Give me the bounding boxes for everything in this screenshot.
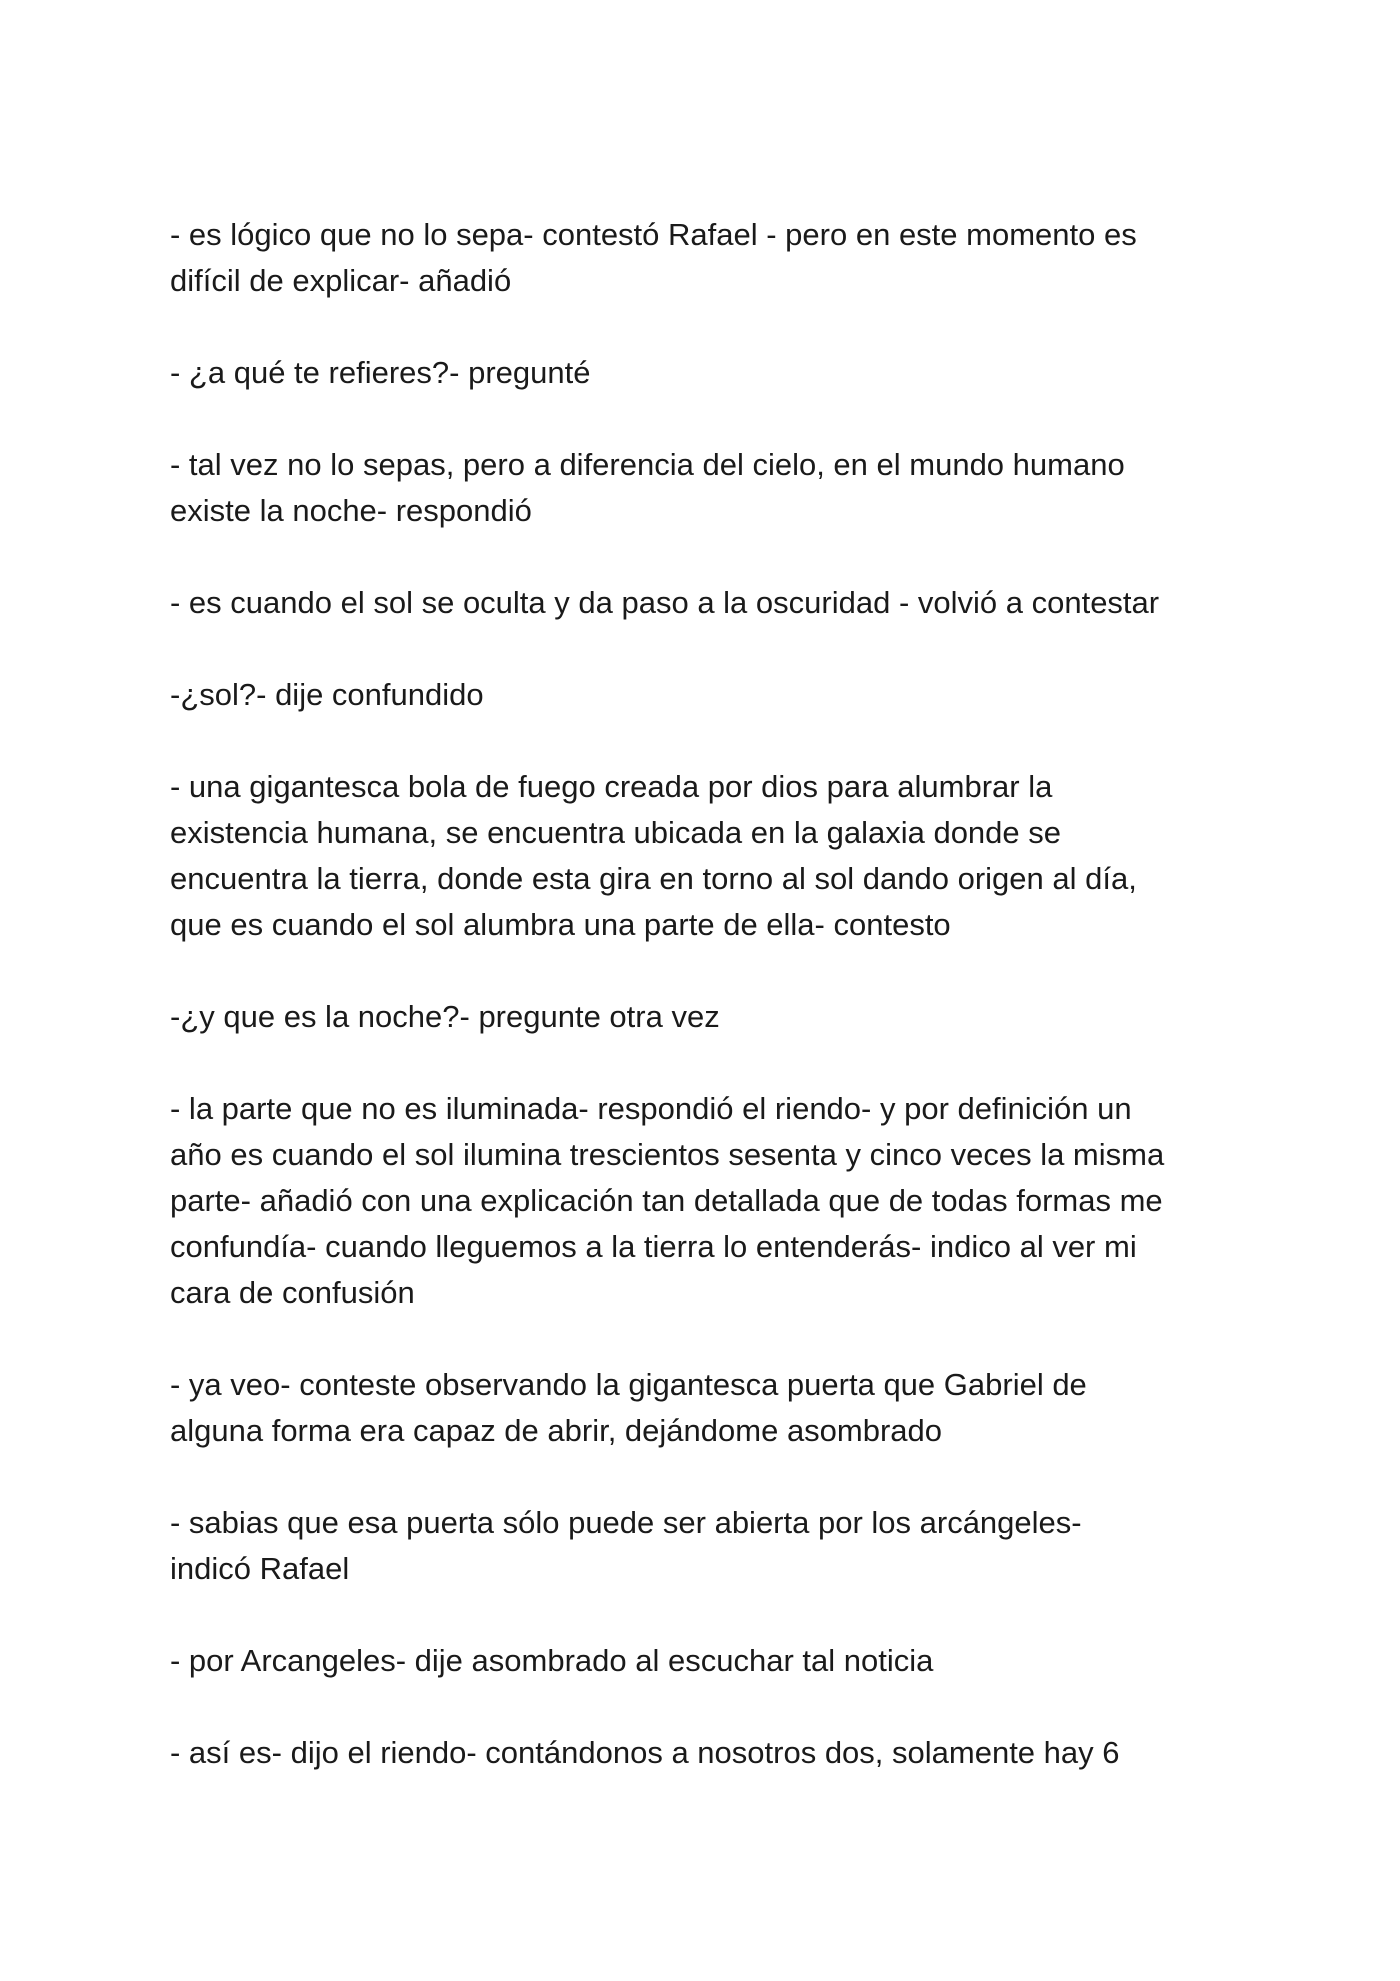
text-line: -¿y que es la noche?- pregunte otra vez [170, 999, 720, 1034]
text-line: que es cuando el sol alumbra una parte de ella- contesto [170, 907, 951, 942]
paragraph-6 [170, 764, 1260, 948]
text-line: cara de confusión [170, 1275, 415, 1310]
text-line: - sabias que esa puerta sólo puede ser abierta por los arcángeles- [170, 1505, 1082, 1540]
paragraph-11 [170, 1638, 1260, 1684]
paragraph-9 [170, 1362, 1260, 1454]
text-line: - ¿a qué te refieres?- pregunté [170, 355, 591, 390]
paragraph-5 [170, 672, 1260, 718]
text-line: parte- añadió con una explicación tan detallada que de todas formas me [170, 1183, 1163, 1218]
paragraph-10 [170, 1500, 1260, 1592]
text-line: existe la noche- respondió [170, 493, 532, 528]
document-body [170, 212, 1260, 1822]
paragraph-8 [170, 1086, 1260, 1316]
text-line: indicó Rafael [170, 1551, 350, 1586]
text-line: existencia humana, se encuentra ubicada en la galaxia donde se [170, 815, 1062, 850]
text-line: alguna forma era capaz de abrir, dejándome asombrado [170, 1413, 943, 1448]
paragraph-1 [170, 212, 1260, 304]
text-line: - por Arcangeles- dije asombrado al escuchar tal noticia [170, 1643, 934, 1678]
text-line: - así es- dijo el riendo- contándonos a nosotros dos, solamente hay 6 [170, 1735, 1120, 1770]
text-line: encuentra la tierra, donde esta gira en torno al sol dando origen al día, [170, 861, 1137, 896]
text-line: - una gigantesca bola de fuego creada por dios para alumbrar la [170, 769, 1053, 804]
text-line: confundía- cuando lleguemos a la tierra lo entenderás- indico al ver mi [170, 1229, 1137, 1264]
text-line: - es lógico que no lo sepa- contestó Rafael - pero en este momento es [170, 217, 1137, 252]
text-line: - es cuando el sol se oculta y da paso a la oscuridad - volvió a contestar [170, 585, 1160, 620]
text-line: año es cuando el sol ilumina trescientos sesenta y cinco veces la misma [170, 1137, 1165, 1172]
text-line: - ya veo- conteste observando la gigantesca puerta que Gabriel de [170, 1367, 1087, 1402]
paragraph-7 [170, 994, 1260, 1040]
text-line: difícil de explicar- añadió [170, 263, 512, 298]
text-line: -¿sol?- dije confundido [170, 677, 484, 712]
paragraph-3 [170, 442, 1260, 534]
paragraph-12 [170, 1730, 1260, 1776]
paragraph-2 [170, 350, 1260, 396]
text-line: - la parte que no es iluminada- respondió el riendo- y por definición un [170, 1091, 1132, 1126]
paragraph-4 [170, 580, 1260, 626]
text-line: - tal vez no lo sepas, pero a diferencia del cielo, en el mundo humano [170, 447, 1125, 482]
